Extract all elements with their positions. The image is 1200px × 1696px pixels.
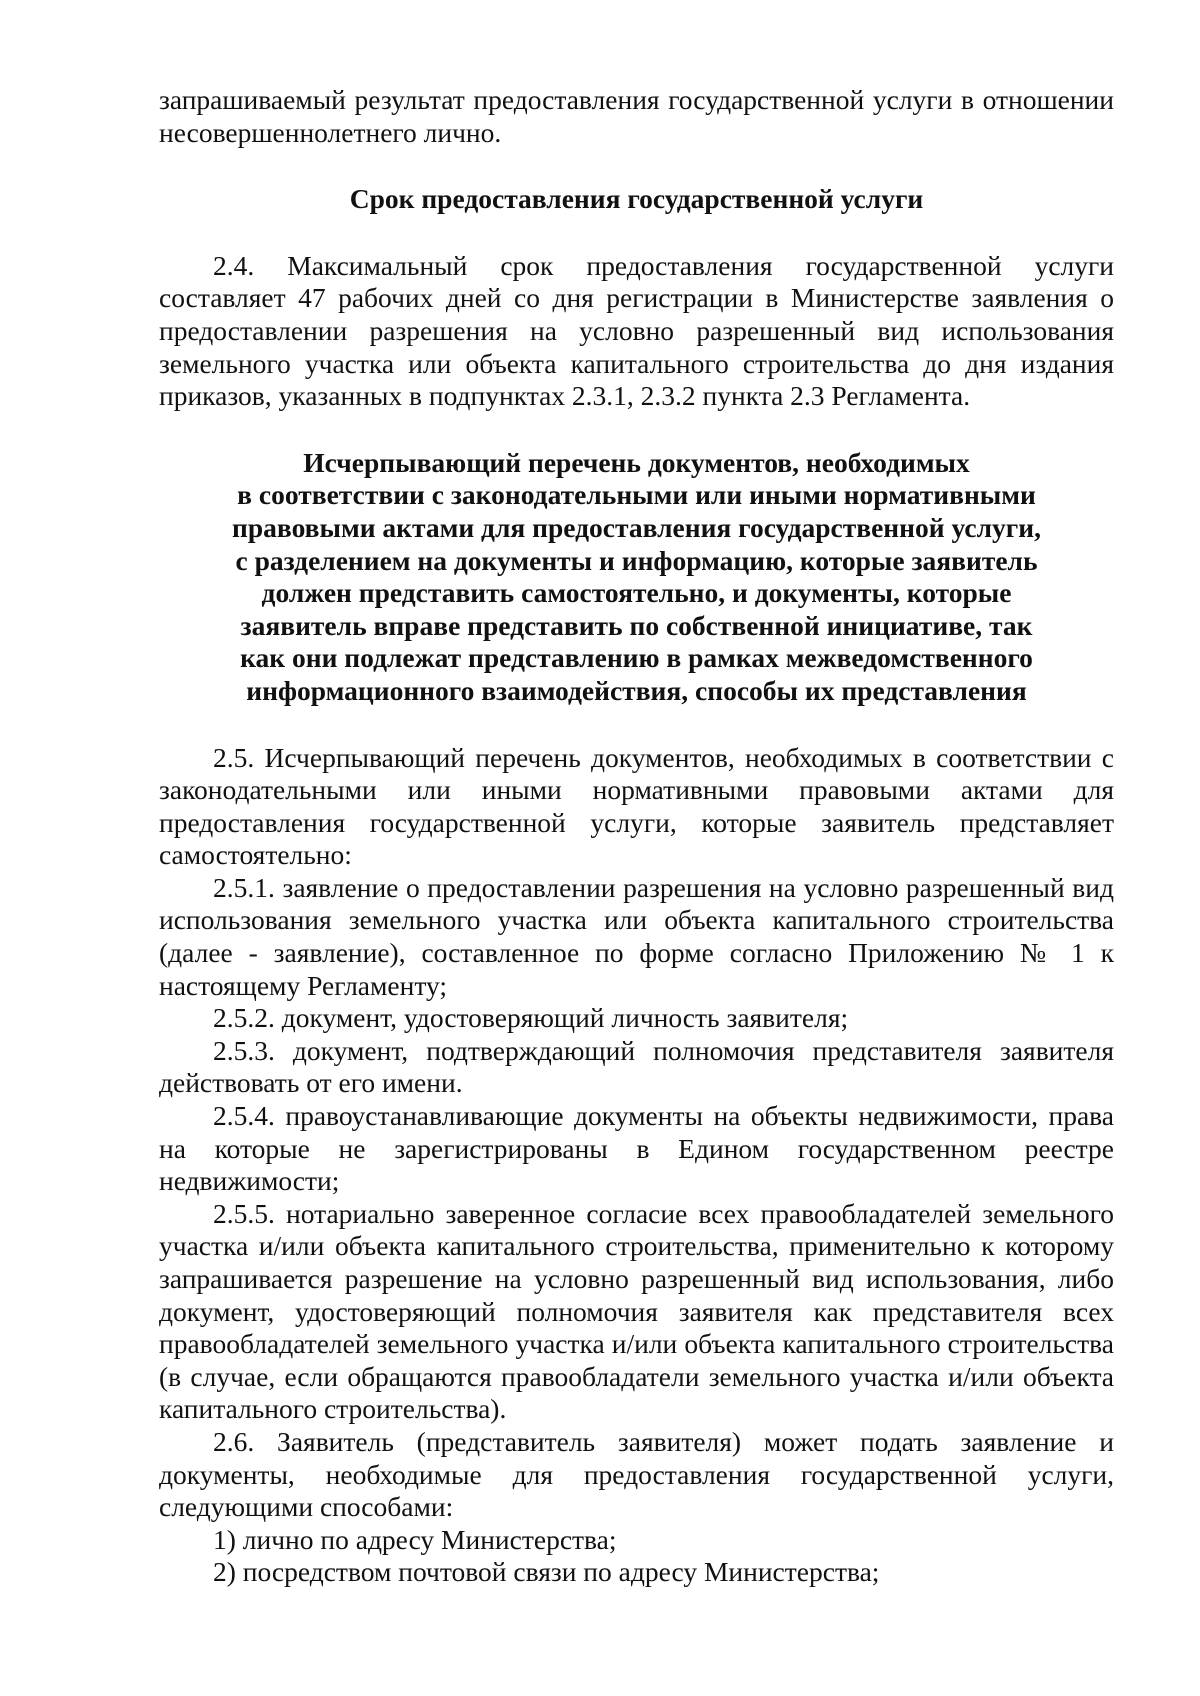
- heading-line: правовыми актами для предоставления государственной услуги,: [232, 511, 1041, 543]
- section-heading-documents: [159, 447, 1114, 708]
- heading-line: должен представить самостоятельно, и документы, которые: [261, 577, 1012, 609]
- heading-line: в соответствии с законодательными или иными нормативными: [237, 479, 1036, 511]
- paragraph-2-4: 2.4. Максимальный срок предоставления государственной услуги составляет 47 рабочих дней со дня регистрации в Министерстве заявления о предоставлении разрешения на условно разрешенный вид использования земельного участка или объекта капитального строительства до дня издания приказов, указанных в подпунктах 2.3.1, 2.3.2 пункта 2.3 Регламента.: [159, 249, 1114, 412]
- paragraph-2-5-4: 2.5.4. правоустанавливающие документы на объекты недвижимости, права на которые не зарегистрированы в Едином государственном реестре недвижимости;: [159, 1100, 1114, 1197]
- heading-line: заявитель вправе представить по собственной инициативе, так: [240, 609, 1033, 641]
- paragraph-continuation: запрашиваемый результат предоставления государственной услуги в отношении несовершеннолетнего лично.: [159, 84, 1114, 148]
- paragraph-2-6: 2.6. Заявитель (представитель заявителя) может подать заявление и документы, необходимые для предоставления государственной услуги, следующими способами:: [159, 1425, 1114, 1523]
- heading-line: как они подлежат представлению в рамках межведомственного: [240, 642, 1033, 674]
- paragraph-2-5-2: 2.5.2. документ, удостоверяющий личность заявителя;: [213, 1002, 849, 1034]
- paragraph-2-5-1: 2.5.1. заявление о предоставлении разрешения на условно разрешенный вид использования земельного участка или объекта капитального строительства (далее - заявление), составленное по форме согласно Приложению № 1 к настоящему Регламенту;: [159, 871, 1114, 1001]
- heading-line: информационного взаимодействия, способы их представления: [246, 674, 1027, 706]
- section-heading-term: Срок предоставления государственной услуги: [349, 183, 924, 215]
- paragraph-2-5-5: 2.5.5. нотариально заверенное согласие всех правообладателей земельного участка и/или объекта капитального строительства, применительно к которому запрашивается разрешение на условно разрешенный вид использования, либо документ, удостоверяющий полномочия заявителя как представителя всех правообладателей земельного участка и/или объекта капитального строительства (в случае, если обращаются правообладатели земельного участка и/или объекта капитального строительства).: [159, 1197, 1114, 1425]
- heading-line: с разделением на документы и информацию, которые заявитель: [235, 544, 1038, 576]
- list-item-1: 1) лично по адресу Министерства;: [213, 1523, 617, 1555]
- list-item-2: 2) посредством почтовой связи по адресу Министерства;: [213, 1556, 880, 1588]
- paragraph-2-5-3: 2.5.3. документ, подтверждающий полномочия представителя заявителя действовать от его имени.: [159, 1034, 1114, 1099]
- paragraph-2-5: 2.5. Исчерпывающий перечень документов, необходимых в соответствии с законодательными или иными нормативными правовыми актами для предоставления государственной услуги, которые заявитель представляет самостоятельно:: [159, 741, 1114, 871]
- heading-line: Исчерпывающий перечень документов, необходимых: [303, 446, 970, 478]
